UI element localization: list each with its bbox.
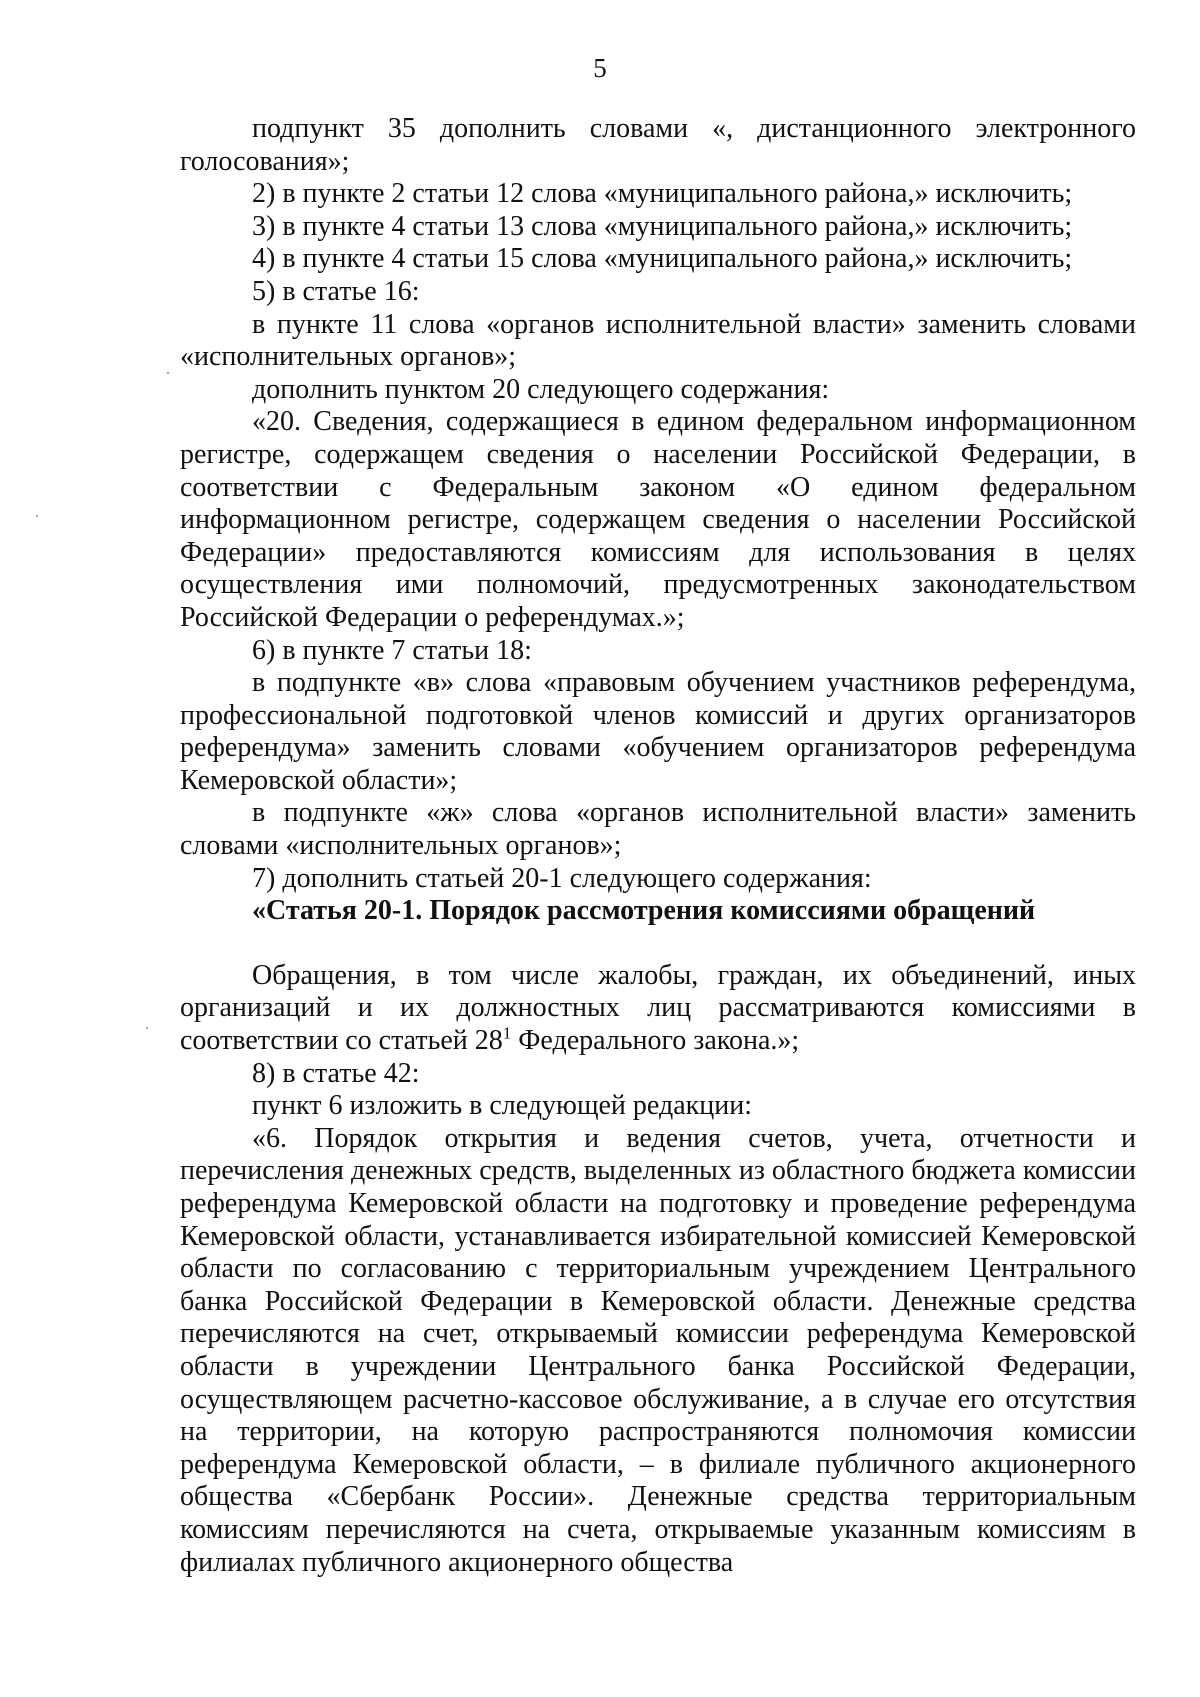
paragraph: «20. Сведения, содержащиеся в едином федеральном информационном регистре, содержащем сведения о населении Российской Федерации, в соответствии с Федеральным законом «О едином федеральном информационном регистре, содержащем сведения о населении Российской Федерации» предоставляются комиссиям для использования в целях осуществления ими полномочий, предусмотренных законодательством Российской Федерации о референдумах.»; <box>180 406 1136 633</box>
paragraph: в пункте 11 слова «органов исполнительной власти» заменить словами «исполнительных органов»; <box>180 308 1136 373</box>
paragraph: подпункт 35 дополнить словами «, дистанционного электронного голосования»; <box>180 113 1136 177</box>
paragraph: 6) в пункте 7 статьи 18: <box>252 634 532 666</box>
article-body-text: Обращения, в том числе жалобы, граждан, их объединений, иных организаций и их должностных лиц рассматриваются комиссиями в соответствии со статьей 28 <box>180 959 1136 1057</box>
paragraph: дополнить пунктом 20 следующего содержания: <box>252 373 830 405</box>
paragraph: 7) дополнить статьей 20-1 следующего содержания: <box>252 862 872 894</box>
paragraph: 3) в пункте 4 статьи 13 слова «муниципального района,» исключить; <box>252 210 1073 242</box>
article-body <box>180 960 1136 1058</box>
paragraph: в подпункте «ж» слова «органов исполнительной власти» заменить словами «исполнительных органов»; <box>180 797 1136 862</box>
paragraph: 8) в статье 42: <box>252 1057 420 1089</box>
article-heading: «Статья 20-1. Порядок рассмотрения комиссиями обращений <box>252 895 1036 927</box>
scan-speck <box>36 515 38 517</box>
paragraph: пункт 6 изложить в следующей редакции: <box>252 1090 752 1122</box>
scan-speck <box>167 372 169 374</box>
paragraph: «6. Порядок открытия и ведения счетов, учета, отчетности и перечисления денежных средств, выделенных из областного бюджета комиссии референдума Кемеровской области на подготовку и проведение референдума Кемеровской области, устанавливается избирательной комиссией Кемеровской области по согласованию с территориальным учреждением Центрального банка Российской Федерации в Кемеровской области. Денежные средства перечисляются на счет, открываемый комиссии референдума Кемеровской области в учреждении Центрального банка Российской Федерации, осуществляющем расчетно-кассовое обслуживание, а в случае его отсутствия на территории, на которую распространяются полномочия комиссии референдума Кемеровской области, – в филиале публичного акционерного общества «Сбербанк России». Денежные средства территориальным комиссиям перечисляются на счета, открываемые указанным комиссиям в филиалах публичного акционерного общества <box>180 1122 1136 1578</box>
paragraph: в подпункте «в» слова «правовым обучением участников референдума, профессиональной подготовкой членов комиссий и других организаторов референдума» заменить словами «обучением организаторов референдума Кемеровской области»; <box>180 667 1136 796</box>
scan-speck <box>146 1027 148 1029</box>
paragraph: 2) в пункте 2 статьи 12 слова «муниципального района,» исключить; <box>252 178 1073 210</box>
article-footnote-superscript: 1 <box>502 1023 512 1043</box>
document-body <box>180 113 1136 1579</box>
paragraph: 5) в статье 16: <box>252 275 420 307</box>
article-body-text-end: Федерального закона.»; <box>511 1025 800 1057</box>
paragraph: 4) в пункте 4 статьи 15 слова «муниципального района,» исключить; <box>252 243 1073 275</box>
page-number: 5 <box>593 53 607 83</box>
